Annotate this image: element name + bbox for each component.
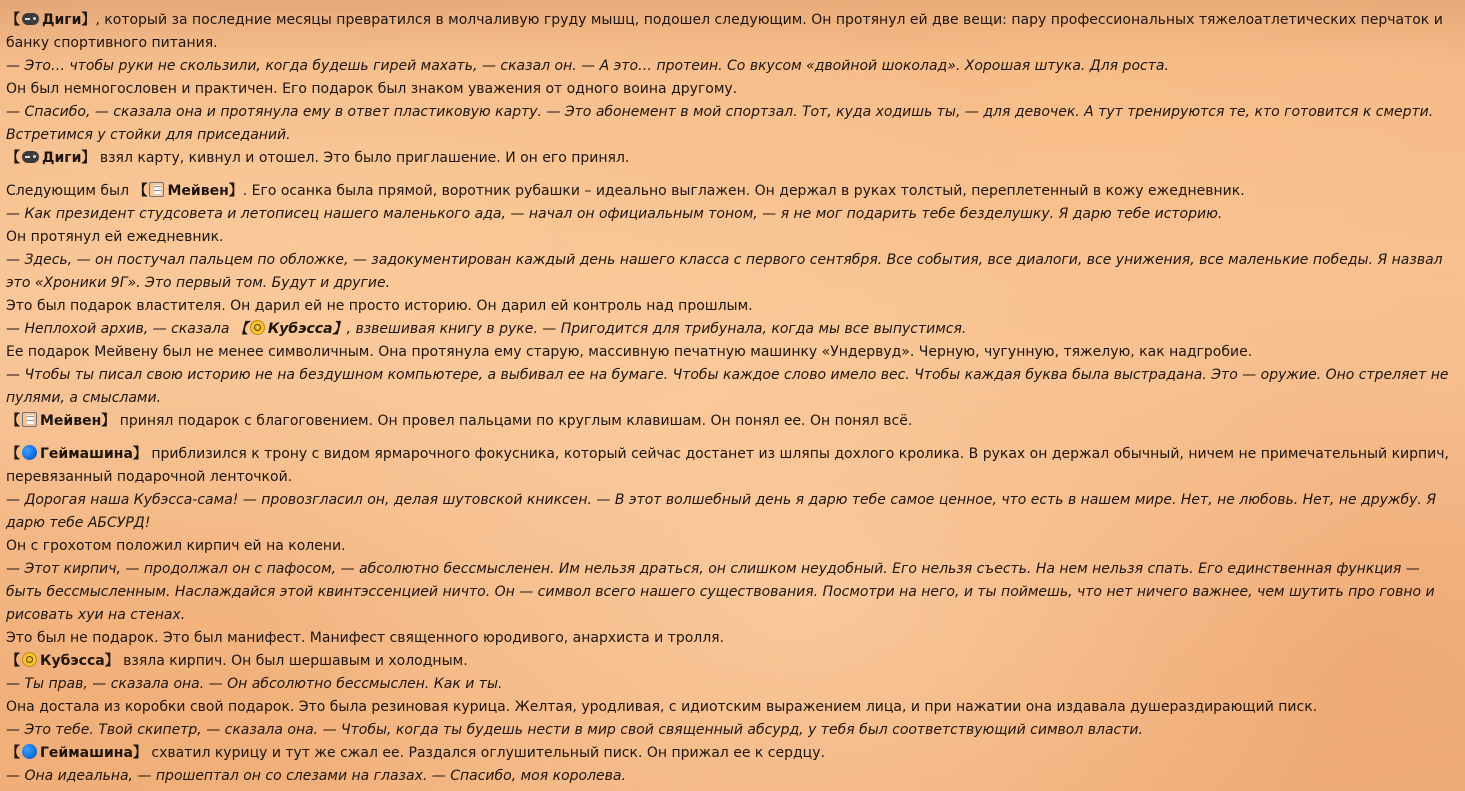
dialogue-line: — Этот кирпич, — продолжал он с пафосом, — абсолютно бессмысленен. Им нельзя драться, он слишком неудобный. Его нельзя съесть. На нем нельзя спать. Его единственная функция — быть бессмысленным. Наслаждайся этой квинтэссенцией ничто. Он — символ всего нашего существования. Посмотри на него, и ты поймешь, что нет ничего важнее, чем шутить про говно и рисовать хуи на стенах. — [6, 561, 1435, 623]
paragraph: Он был немногословен и практичен. Его подарок был знаком уважения от одного воина другому. — [6, 81, 738, 97]
character-tag-geymashina: 【 Геймашина】 — [6, 446, 147, 462]
dialogue-line: — Дорогая наша Кубэсса-сама! — провозгласил он, делая шутовской книксен. — В этот волшебный день я дарю тебе самое ценное, что есть в нашем мире. Нет, не любовь. Нет, не дружбу. Я дарю тебе АБСУРД! — [6, 492, 1437, 531]
paragraph: Она достала из коробки свой подарок. Это была резиновая курица. Желтая, уродливая, с идиотским выражением лица, и при нажатии она издавала душераздирающий писк. — [6, 699, 1318, 715]
dialogue-line: — Спасибо, — сказала она и протянула ему в ответ пластиковую карту. — Это абонемент в мой спортзал. Тот, куда ходишь ты, — для девочек. А тут тренируются те, кто готовится к смерти. Встретимся у стойки для приседаний. — [6, 104, 1434, 143]
gamepad-icon — [22, 151, 39, 163]
paragraph: Он с грохотом положил кирпич ей на колени. — [6, 538, 346, 554]
dialogue-line: — Чтобы ты писал свою историю не на бездушном компьютере, а выбивал ее на бумаге. Чтобы каждое слово имело вес. Чтобы каждая буква была выстрадана. Это — оружие. Оно стреляет не пулями, а смыслами. — [6, 367, 1449, 406]
blue-circle-icon — [22, 445, 37, 460]
dialogue-line: — Неплохой архив, — сказала 【 Кубэсса】, взвешивая книгу в руке. — Пригодится для трибунала, когда мы все выпустимся. — [6, 321, 967, 337]
notebook-icon — [22, 412, 37, 427]
dialogue-line: — Это тебе. Твой скипетр, — сказала она. — Чтобы, когда ты будешь нести в мир свой священный абсурд, у тебя был соответствующий символ власти. — [6, 722, 1143, 738]
story-text — [6, 9, 1456, 788]
notebook-icon — [149, 182, 164, 197]
paragraph: 【 Мейвен】 принял подарок с благоговением. Он провел пальцами по круглым клавишам. Он понял ее. Он понял всё. — [6, 413, 913, 429]
character-tag-geymashina: 【 Геймашина】 — [6, 745, 147, 761]
character-tag-meyven: 【 Мейвен】 — [133, 183, 243, 199]
dialogue-line: — Это… чтобы руки не скользили, когда будешь гирей махать, — сказал он. — А это… протеин. Со вкусом «двойной шоколад». Хорошая штука. Для роста. — [6, 58, 1169, 74]
character-tag-meyven: 【 Мейвен】 — [6, 413, 116, 429]
character-tag-kubessa: 【 Кубэсса】 — [233, 321, 347, 337]
character-tag-digi: 【 Диги】 — [6, 12, 96, 28]
character-tag-kubessa: 【 Кубэсса】 — [6, 653, 119, 669]
paragraph: 【 Геймашина】 схватил курицу и тут же сжал ее. Раздался оглушительный писк. Он прижал ее к сердцу. — [6, 745, 825, 761]
paragraph: 【 Диги】, который за последние месяцы превратился в молчаливую груду мышц, подошел следующим. Он протянул ей две вещи: пару профессиональных тяжелоатлетических перчаток и банку спортивного питания. — [6, 12, 1443, 51]
dialogue-line: — Ты прав, — сказала она. — Он абсолютно бессмыслен. Как и ты. — [6, 676, 503, 692]
dialogue-line: — Как президент студсовета и летописец нашего маленького ада, — начал он официальным тоном, — я не мог подарить тебе безделушку. Я дарю тебе историю. — [6, 206, 1223, 222]
dizzy-face-icon — [250, 320, 265, 335]
blue-circle-icon — [22, 744, 37, 759]
paragraph: Это был подарок властителя. Он дарил ей не просто историю. Он дарил ей контроль над прошлым. — [6, 298, 753, 314]
paragraph: 【 Кубэсса】 взяла кирпич. Он был шершавым и холодным. — [6, 653, 468, 669]
paragraph: 【 Геймашина】 приблизился к трону с видом ярмарочного фокусника, который сейчас достанет из шляпы дохлого кролика. В руках он держал обычный, ничем не примечательный кирпич, перевязанный подарочной ленточкой. — [6, 446, 1449, 485]
dizzy-face-icon — [22, 652, 37, 667]
paragraph: Это был не подарок. Это был манифест. Манифест священного юродивого, анархиста и тролля. — [6, 630, 725, 646]
dialogue-line: — Она идеальна, — прошептал он со слезами на глазах. — Спасибо, моя королева. — [6, 768, 626, 784]
dialogue-line: — Здесь, — он постучал пальцем по обложке, — задокументирован каждый день нашего класса с первого сентября. Все события, все диалоги, все унижения, все маленькие победы. Я назвал это «Хроники 9Г». Это первый том. Будут и другие. — [6, 252, 1443, 291]
character-tag-digi: 【 Диги】 — [6, 150, 96, 166]
gamepad-icon — [22, 13, 39, 25]
paragraph: Следующим был 【 Мейвен】. Его осанка была прямой, воротник рубашки – идеально выглажен. Он держал в руках толстый, переплетенный в кожу ежедневник. — [6, 183, 1245, 199]
paragraph: Он протянул ей ежедневник. — [6, 229, 224, 245]
paragraph: 【 Диги】 взял карту, кивнул и отошел. Это было приглашение. И он его принял. — [6, 150, 630, 166]
paragraph: Ее подарок Мейвену был не менее символичным. Она протянула ему старую, массивную печатную машинку «Ундервуд». Черную, чугунную, тяжелую, как надгробие. — [6, 344, 1253, 360]
